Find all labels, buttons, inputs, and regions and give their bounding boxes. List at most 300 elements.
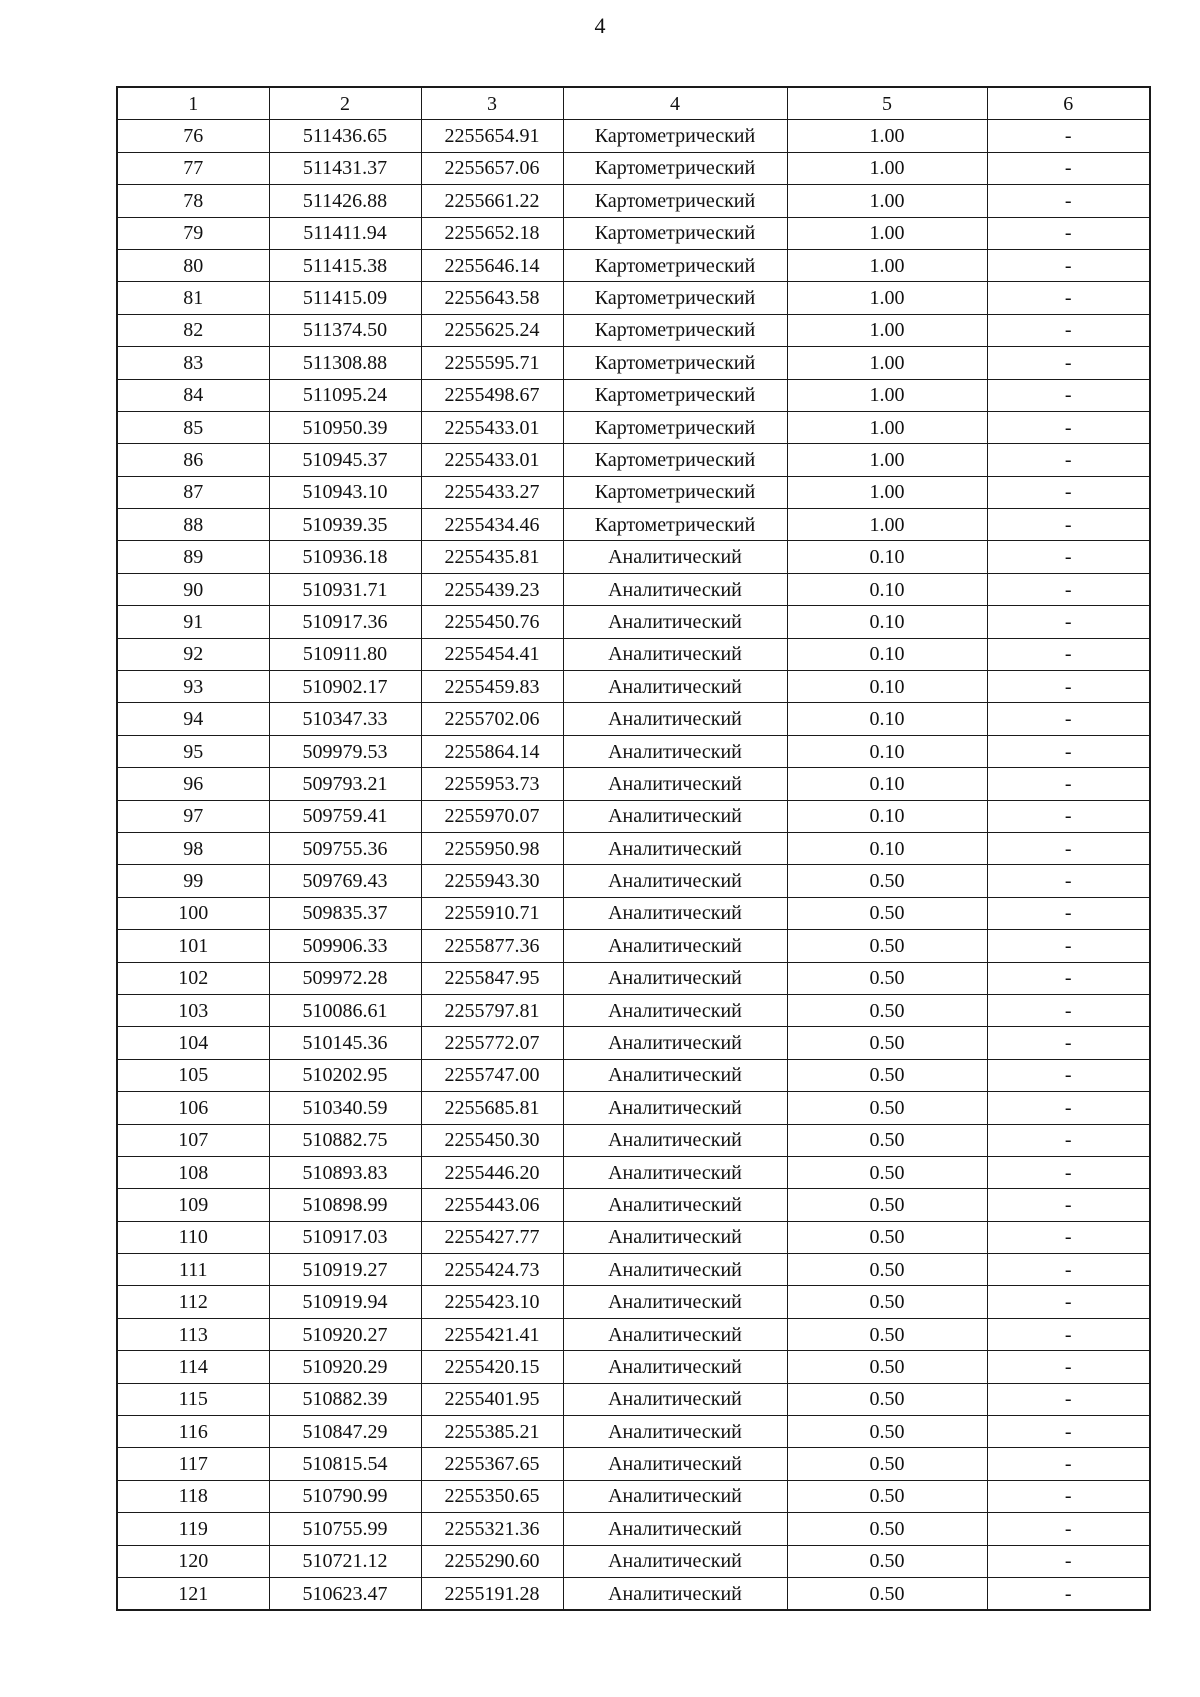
cell-accuracy: 0.50 xyxy=(787,1221,987,1253)
table-row xyxy=(117,865,1150,897)
cell-accuracy: 1.00 xyxy=(787,185,987,217)
column-header-1: 1 xyxy=(117,87,269,120)
cell-x-coordinate: 510202.95 xyxy=(269,1059,421,1091)
cell-accuracy: 0.10 xyxy=(787,735,987,767)
table-row xyxy=(117,1416,1150,1448)
cell-point-number: 106 xyxy=(117,1092,269,1124)
cell-x-coordinate: 509769.43 xyxy=(269,865,421,897)
table-row xyxy=(117,703,1150,735)
cell-method: Аналитический xyxy=(563,930,787,962)
cell-y-coordinate: 2255427.77 xyxy=(421,1221,563,1253)
cell-method: Аналитический xyxy=(563,541,787,573)
cell-note: - xyxy=(987,930,1150,962)
cell-y-coordinate: 2255423.10 xyxy=(421,1286,563,1318)
cell-method: Картометрический xyxy=(563,347,787,379)
cell-note: - xyxy=(987,865,1150,897)
cell-accuracy: 0.10 xyxy=(787,800,987,832)
cell-y-coordinate: 2255910.71 xyxy=(421,897,563,929)
cell-point-number: 94 xyxy=(117,703,269,735)
table-row xyxy=(117,120,1150,152)
cell-x-coordinate: 510902.17 xyxy=(269,671,421,703)
cell-method: Аналитический xyxy=(563,1513,787,1545)
cell-note: - xyxy=(987,573,1150,605)
cell-y-coordinate: 2255625.24 xyxy=(421,314,563,346)
cell-note: - xyxy=(987,1318,1150,1350)
cell-point-number: 92 xyxy=(117,638,269,670)
cell-x-coordinate: 511308.88 xyxy=(269,347,421,379)
cell-note: - xyxy=(987,541,1150,573)
cell-method: Аналитический xyxy=(563,994,787,1026)
cell-x-coordinate: 511436.65 xyxy=(269,120,421,152)
cell-accuracy: 1.00 xyxy=(787,120,987,152)
cell-x-coordinate: 510347.33 xyxy=(269,703,421,735)
table-row xyxy=(117,1513,1150,1545)
cell-point-number: 115 xyxy=(117,1383,269,1415)
cell-method: Аналитический xyxy=(563,1027,787,1059)
cell-method: Аналитический xyxy=(563,800,787,832)
cell-point-number: 119 xyxy=(117,1513,269,1545)
cell-x-coordinate: 510847.29 xyxy=(269,1416,421,1448)
cell-method: Аналитический xyxy=(563,1383,787,1415)
table-row xyxy=(117,800,1150,832)
cell-accuracy: 0.50 xyxy=(787,1416,987,1448)
cell-y-coordinate: 2255446.20 xyxy=(421,1156,563,1188)
cell-point-number: 99 xyxy=(117,865,269,897)
cell-x-coordinate: 510911.80 xyxy=(269,638,421,670)
cell-accuracy: 0.50 xyxy=(787,930,987,962)
cell-point-number: 89 xyxy=(117,541,269,573)
cell-y-coordinate: 2255747.00 xyxy=(421,1059,563,1091)
cell-y-coordinate: 2255433.01 xyxy=(421,444,563,476)
cell-note: - xyxy=(987,120,1150,152)
cell-x-coordinate: 510931.71 xyxy=(269,573,421,605)
cell-point-number: 102 xyxy=(117,962,269,994)
cell-method: Аналитический xyxy=(563,1124,787,1156)
cell-note: - xyxy=(987,1480,1150,1512)
cell-y-coordinate: 2255454.41 xyxy=(421,638,563,670)
cell-point-number: 121 xyxy=(117,1577,269,1610)
cell-accuracy: 1.00 xyxy=(787,509,987,541)
cell-x-coordinate: 510755.99 xyxy=(269,1513,421,1545)
cell-accuracy: 0.50 xyxy=(787,1059,987,1091)
cell-x-coordinate: 510893.83 xyxy=(269,1156,421,1188)
cell-x-coordinate: 510340.59 xyxy=(269,1092,421,1124)
table-row xyxy=(117,1318,1150,1350)
cell-accuracy: 0.50 xyxy=(787,1448,987,1480)
cell-accuracy: 0.10 xyxy=(787,768,987,800)
cell-method: Аналитический xyxy=(563,1448,787,1480)
cell-x-coordinate: 510815.54 xyxy=(269,1448,421,1480)
cell-accuracy: 0.50 xyxy=(787,1027,987,1059)
column-header-5: 5 xyxy=(787,87,987,120)
cell-point-number: 86 xyxy=(117,444,269,476)
cell-accuracy: 0.50 xyxy=(787,962,987,994)
cell-x-coordinate: 509972.28 xyxy=(269,962,421,994)
cell-y-coordinate: 2255970.07 xyxy=(421,800,563,832)
cell-accuracy: 0.50 xyxy=(787,1513,987,1545)
cell-accuracy: 0.50 xyxy=(787,1351,987,1383)
table-header xyxy=(117,87,1150,120)
cell-note: - xyxy=(987,897,1150,929)
cell-accuracy: 0.50 xyxy=(787,1318,987,1350)
table-row xyxy=(117,509,1150,541)
table-row xyxy=(117,1156,1150,1188)
cell-point-number: 95 xyxy=(117,735,269,767)
cell-x-coordinate: 510086.61 xyxy=(269,994,421,1026)
column-header-3: 3 xyxy=(421,87,563,120)
table-row xyxy=(117,573,1150,605)
cell-accuracy: 0.50 xyxy=(787,994,987,1026)
table-row xyxy=(117,962,1150,994)
cell-point-number: 117 xyxy=(117,1448,269,1480)
cell-accuracy: 1.00 xyxy=(787,444,987,476)
cell-note: - xyxy=(987,638,1150,670)
cell-note: - xyxy=(987,1254,1150,1286)
cell-method: Аналитический xyxy=(563,1221,787,1253)
cell-accuracy: 0.10 xyxy=(787,832,987,864)
cell-note: - xyxy=(987,282,1150,314)
table-row xyxy=(117,1221,1150,1253)
table-row xyxy=(117,1286,1150,1318)
cell-note: - xyxy=(987,379,1150,411)
table-row xyxy=(117,379,1150,411)
cell-method: Картометрический xyxy=(563,314,787,346)
cell-x-coordinate: 509755.36 xyxy=(269,832,421,864)
cell-point-number: 80 xyxy=(117,249,269,281)
page-number: 4 xyxy=(594,13,606,38)
cell-y-coordinate: 2255434.46 xyxy=(421,509,563,541)
cell-accuracy: 1.00 xyxy=(787,347,987,379)
cell-x-coordinate: 510936.18 xyxy=(269,541,421,573)
cell-x-coordinate: 510920.27 xyxy=(269,1318,421,1350)
cell-y-coordinate: 2255421.41 xyxy=(421,1318,563,1350)
cell-method: Аналитический xyxy=(563,962,787,994)
table-row xyxy=(117,217,1150,249)
table-row xyxy=(117,1254,1150,1286)
cell-method: Аналитический xyxy=(563,865,787,897)
table-row xyxy=(117,1577,1150,1610)
cell-point-number: 105 xyxy=(117,1059,269,1091)
cell-accuracy: 0.10 xyxy=(787,573,987,605)
cell-accuracy: 0.50 xyxy=(787,1124,987,1156)
cell-note: - xyxy=(987,703,1150,735)
table-row xyxy=(117,541,1150,573)
cell-point-number: 82 xyxy=(117,314,269,346)
cell-point-number: 112 xyxy=(117,1286,269,1318)
cell-note: - xyxy=(987,735,1150,767)
cell-method: Картометрический xyxy=(563,411,787,443)
cell-accuracy: 1.00 xyxy=(787,379,987,411)
cell-x-coordinate: 511374.50 xyxy=(269,314,421,346)
cell-y-coordinate: 2255350.65 xyxy=(421,1480,563,1512)
cell-x-coordinate: 509759.41 xyxy=(269,800,421,832)
table-row xyxy=(117,411,1150,443)
cell-note: - xyxy=(987,800,1150,832)
cell-y-coordinate: 2255450.76 xyxy=(421,606,563,638)
cell-x-coordinate: 509979.53 xyxy=(269,735,421,767)
cell-y-coordinate: 2255685.81 xyxy=(421,1092,563,1124)
cell-x-coordinate: 510917.36 xyxy=(269,606,421,638)
table-row xyxy=(117,444,1150,476)
table-row xyxy=(117,1545,1150,1577)
cell-accuracy: 1.00 xyxy=(787,152,987,184)
cell-point-number: 103 xyxy=(117,994,269,1026)
cell-note: - xyxy=(987,347,1150,379)
cell-x-coordinate: 510721.12 xyxy=(269,1545,421,1577)
cell-y-coordinate: 2255943.30 xyxy=(421,865,563,897)
cell-y-coordinate: 2255385.21 xyxy=(421,1416,563,1448)
cell-y-coordinate: 2255772.07 xyxy=(421,1027,563,1059)
cell-point-number: 88 xyxy=(117,509,269,541)
cell-method: Аналитический xyxy=(563,671,787,703)
cell-point-number: 85 xyxy=(117,411,269,443)
cell-method: Аналитический xyxy=(563,1480,787,1512)
cell-method: Аналитический xyxy=(563,1416,787,1448)
cell-x-coordinate: 510943.10 xyxy=(269,476,421,508)
cell-point-number: 81 xyxy=(117,282,269,314)
column-header-4: 4 xyxy=(563,87,787,120)
cell-accuracy: 0.10 xyxy=(787,638,987,670)
table-row xyxy=(117,1059,1150,1091)
cell-accuracy: 0.50 xyxy=(787,1092,987,1124)
column-header-2: 2 xyxy=(269,87,421,120)
table-row xyxy=(117,185,1150,217)
cell-x-coordinate: 510919.27 xyxy=(269,1254,421,1286)
cell-point-number: 118 xyxy=(117,1480,269,1512)
table-row xyxy=(117,1189,1150,1221)
cell-note: - xyxy=(987,1577,1150,1610)
cell-note: - xyxy=(987,768,1150,800)
cell-y-coordinate: 2255646.14 xyxy=(421,249,563,281)
table-row xyxy=(117,1027,1150,1059)
table-row xyxy=(117,994,1150,1026)
cell-method: Аналитический xyxy=(563,1092,787,1124)
cell-point-number: 78 xyxy=(117,185,269,217)
cell-method: Аналитический xyxy=(563,1545,787,1577)
cell-point-number: 98 xyxy=(117,832,269,864)
cell-note: - xyxy=(987,509,1150,541)
cell-note: - xyxy=(987,152,1150,184)
cell-x-coordinate: 510623.47 xyxy=(269,1577,421,1610)
cell-y-coordinate: 2255657.06 xyxy=(421,152,563,184)
cell-x-coordinate: 510882.39 xyxy=(269,1383,421,1415)
cell-point-number: 97 xyxy=(117,800,269,832)
cell-x-coordinate: 510898.99 xyxy=(269,1189,421,1221)
cell-x-coordinate: 510920.29 xyxy=(269,1351,421,1383)
table-row xyxy=(117,1092,1150,1124)
cell-y-coordinate: 2255864.14 xyxy=(421,735,563,767)
cell-point-number: 113 xyxy=(117,1318,269,1350)
table-row xyxy=(117,314,1150,346)
cell-x-coordinate: 510917.03 xyxy=(269,1221,421,1253)
cell-y-coordinate: 2255498.67 xyxy=(421,379,563,411)
cell-x-coordinate: 509906.33 xyxy=(269,930,421,962)
cell-y-coordinate: 2255191.28 xyxy=(421,1577,563,1610)
cell-x-coordinate: 510950.39 xyxy=(269,411,421,443)
cell-method: Картометрический xyxy=(563,282,787,314)
cell-method: Картометрический xyxy=(563,509,787,541)
cell-y-coordinate: 2255433.01 xyxy=(421,411,563,443)
cell-note: - xyxy=(987,606,1150,638)
table-row xyxy=(117,768,1150,800)
cell-note: - xyxy=(987,1545,1150,1577)
cell-point-number: 107 xyxy=(117,1124,269,1156)
coordinates-table xyxy=(116,86,1151,1611)
table-row xyxy=(117,1480,1150,1512)
cell-accuracy: 0.10 xyxy=(787,606,987,638)
cell-accuracy: 0.10 xyxy=(787,671,987,703)
table-row xyxy=(117,735,1150,767)
cell-x-coordinate: 510145.36 xyxy=(269,1027,421,1059)
cell-method: Аналитический xyxy=(563,735,787,767)
cell-accuracy: 0.50 xyxy=(787,1545,987,1577)
cell-point-number: 111 xyxy=(117,1254,269,1286)
table-row xyxy=(117,1448,1150,1480)
table-row xyxy=(117,476,1150,508)
cell-note: - xyxy=(987,1351,1150,1383)
cell-note: - xyxy=(987,1156,1150,1188)
cell-y-coordinate: 2255595.71 xyxy=(421,347,563,379)
table-body xyxy=(117,120,1150,1610)
cell-x-coordinate: 511411.94 xyxy=(269,217,421,249)
cell-point-number: 110 xyxy=(117,1221,269,1253)
cell-note: - xyxy=(987,1286,1150,1318)
cell-note: - xyxy=(987,1027,1150,1059)
cell-y-coordinate: 2255654.91 xyxy=(421,120,563,152)
table-row xyxy=(117,1124,1150,1156)
cell-accuracy: 1.00 xyxy=(787,476,987,508)
cell-accuracy: 0.50 xyxy=(787,897,987,929)
cell-y-coordinate: 2255797.81 xyxy=(421,994,563,1026)
cell-note: - xyxy=(987,476,1150,508)
cell-note: - xyxy=(987,962,1150,994)
column-header-6: 6 xyxy=(987,87,1150,120)
table-row xyxy=(117,1351,1150,1383)
cell-point-number: 87 xyxy=(117,476,269,508)
table-row xyxy=(117,347,1150,379)
cell-x-coordinate: 511426.88 xyxy=(269,185,421,217)
cell-point-number: 114 xyxy=(117,1351,269,1383)
cell-point-number: 116 xyxy=(117,1416,269,1448)
table-row xyxy=(117,152,1150,184)
cell-note: - xyxy=(987,994,1150,1026)
cell-method: Картометрический xyxy=(563,444,787,476)
cell-y-coordinate: 2255435.81 xyxy=(421,541,563,573)
cell-x-coordinate: 511415.38 xyxy=(269,249,421,281)
cell-y-coordinate: 2255877.36 xyxy=(421,930,563,962)
cell-note: - xyxy=(987,444,1150,476)
cell-point-number: 83 xyxy=(117,347,269,379)
cell-accuracy: 0.50 xyxy=(787,1383,987,1415)
cell-accuracy: 1.00 xyxy=(787,282,987,314)
cell-accuracy: 0.10 xyxy=(787,703,987,735)
cell-point-number: 109 xyxy=(117,1189,269,1221)
cell-method: Картометрический xyxy=(563,152,787,184)
cell-y-coordinate: 2255420.15 xyxy=(421,1351,563,1383)
cell-method: Картометрический xyxy=(563,185,787,217)
cell-point-number: 91 xyxy=(117,606,269,638)
cell-point-number: 84 xyxy=(117,379,269,411)
cell-x-coordinate: 511415.09 xyxy=(269,282,421,314)
cell-accuracy: 0.50 xyxy=(787,1480,987,1512)
cell-y-coordinate: 2255433.27 xyxy=(421,476,563,508)
table-row xyxy=(117,282,1150,314)
cell-point-number: 76 xyxy=(117,120,269,152)
cell-method: Картометрический xyxy=(563,379,787,411)
cell-x-coordinate: 510790.99 xyxy=(269,1480,421,1512)
cell-accuracy: 0.50 xyxy=(787,1577,987,1610)
cell-method: Аналитический xyxy=(563,1577,787,1610)
cell-y-coordinate: 2255847.95 xyxy=(421,962,563,994)
cell-method: Аналитический xyxy=(563,606,787,638)
cell-y-coordinate: 2255367.65 xyxy=(421,1448,563,1480)
cell-y-coordinate: 2255950.98 xyxy=(421,832,563,864)
cell-method: Аналитический xyxy=(563,638,787,670)
cell-method: Аналитический xyxy=(563,1286,787,1318)
cell-y-coordinate: 2255290.60 xyxy=(421,1545,563,1577)
cell-method: Картометрический xyxy=(563,476,787,508)
cell-note: - xyxy=(987,1448,1150,1480)
cell-method: Аналитический xyxy=(563,1254,787,1286)
cell-point-number: 77 xyxy=(117,152,269,184)
cell-method: Аналитический xyxy=(563,768,787,800)
table-row xyxy=(117,249,1150,281)
cell-note: - xyxy=(987,1189,1150,1221)
cell-x-coordinate: 510882.75 xyxy=(269,1124,421,1156)
table-row xyxy=(117,930,1150,962)
cell-y-coordinate: 2255443.06 xyxy=(421,1189,563,1221)
cell-point-number: 104 xyxy=(117,1027,269,1059)
table-row xyxy=(117,606,1150,638)
cell-note: - xyxy=(987,217,1150,249)
cell-y-coordinate: 2255459.83 xyxy=(421,671,563,703)
cell-accuracy: 0.50 xyxy=(787,1189,987,1221)
cell-method: Аналитический xyxy=(563,1059,787,1091)
cell-note: - xyxy=(987,411,1150,443)
cell-accuracy: 0.50 xyxy=(787,1156,987,1188)
cell-point-number: 108 xyxy=(117,1156,269,1188)
cell-method: Аналитический xyxy=(563,1156,787,1188)
cell-note: - xyxy=(987,1513,1150,1545)
cell-x-coordinate: 511095.24 xyxy=(269,379,421,411)
cell-method: Аналитический xyxy=(563,1351,787,1383)
cell-x-coordinate: 509793.21 xyxy=(269,768,421,800)
cell-accuracy: 0.50 xyxy=(787,1286,987,1318)
cell-method: Картометрический xyxy=(563,249,787,281)
cell-method: Аналитический xyxy=(563,703,787,735)
cell-note: - xyxy=(987,671,1150,703)
cell-y-coordinate: 2255450.30 xyxy=(421,1124,563,1156)
cell-accuracy: 1.00 xyxy=(787,249,987,281)
header-row xyxy=(117,87,1150,120)
cell-note: - xyxy=(987,314,1150,346)
cell-y-coordinate: 2255424.73 xyxy=(421,1254,563,1286)
cell-note: - xyxy=(987,1059,1150,1091)
cell-note: - xyxy=(987,185,1150,217)
cell-note: - xyxy=(987,1124,1150,1156)
cell-x-coordinate: 510919.94 xyxy=(269,1286,421,1318)
cell-x-coordinate: 511431.37 xyxy=(269,152,421,184)
cell-method: Аналитический xyxy=(563,1189,787,1221)
cell-method: Картометрический xyxy=(563,120,787,152)
cell-y-coordinate: 2255439.23 xyxy=(421,573,563,605)
cell-point-number: 120 xyxy=(117,1545,269,1577)
cell-y-coordinate: 2255321.36 xyxy=(421,1513,563,1545)
cell-accuracy: 0.50 xyxy=(787,1254,987,1286)
table-row xyxy=(117,1383,1150,1415)
cell-y-coordinate: 2255643.58 xyxy=(421,282,563,314)
cell-note: - xyxy=(987,1221,1150,1253)
